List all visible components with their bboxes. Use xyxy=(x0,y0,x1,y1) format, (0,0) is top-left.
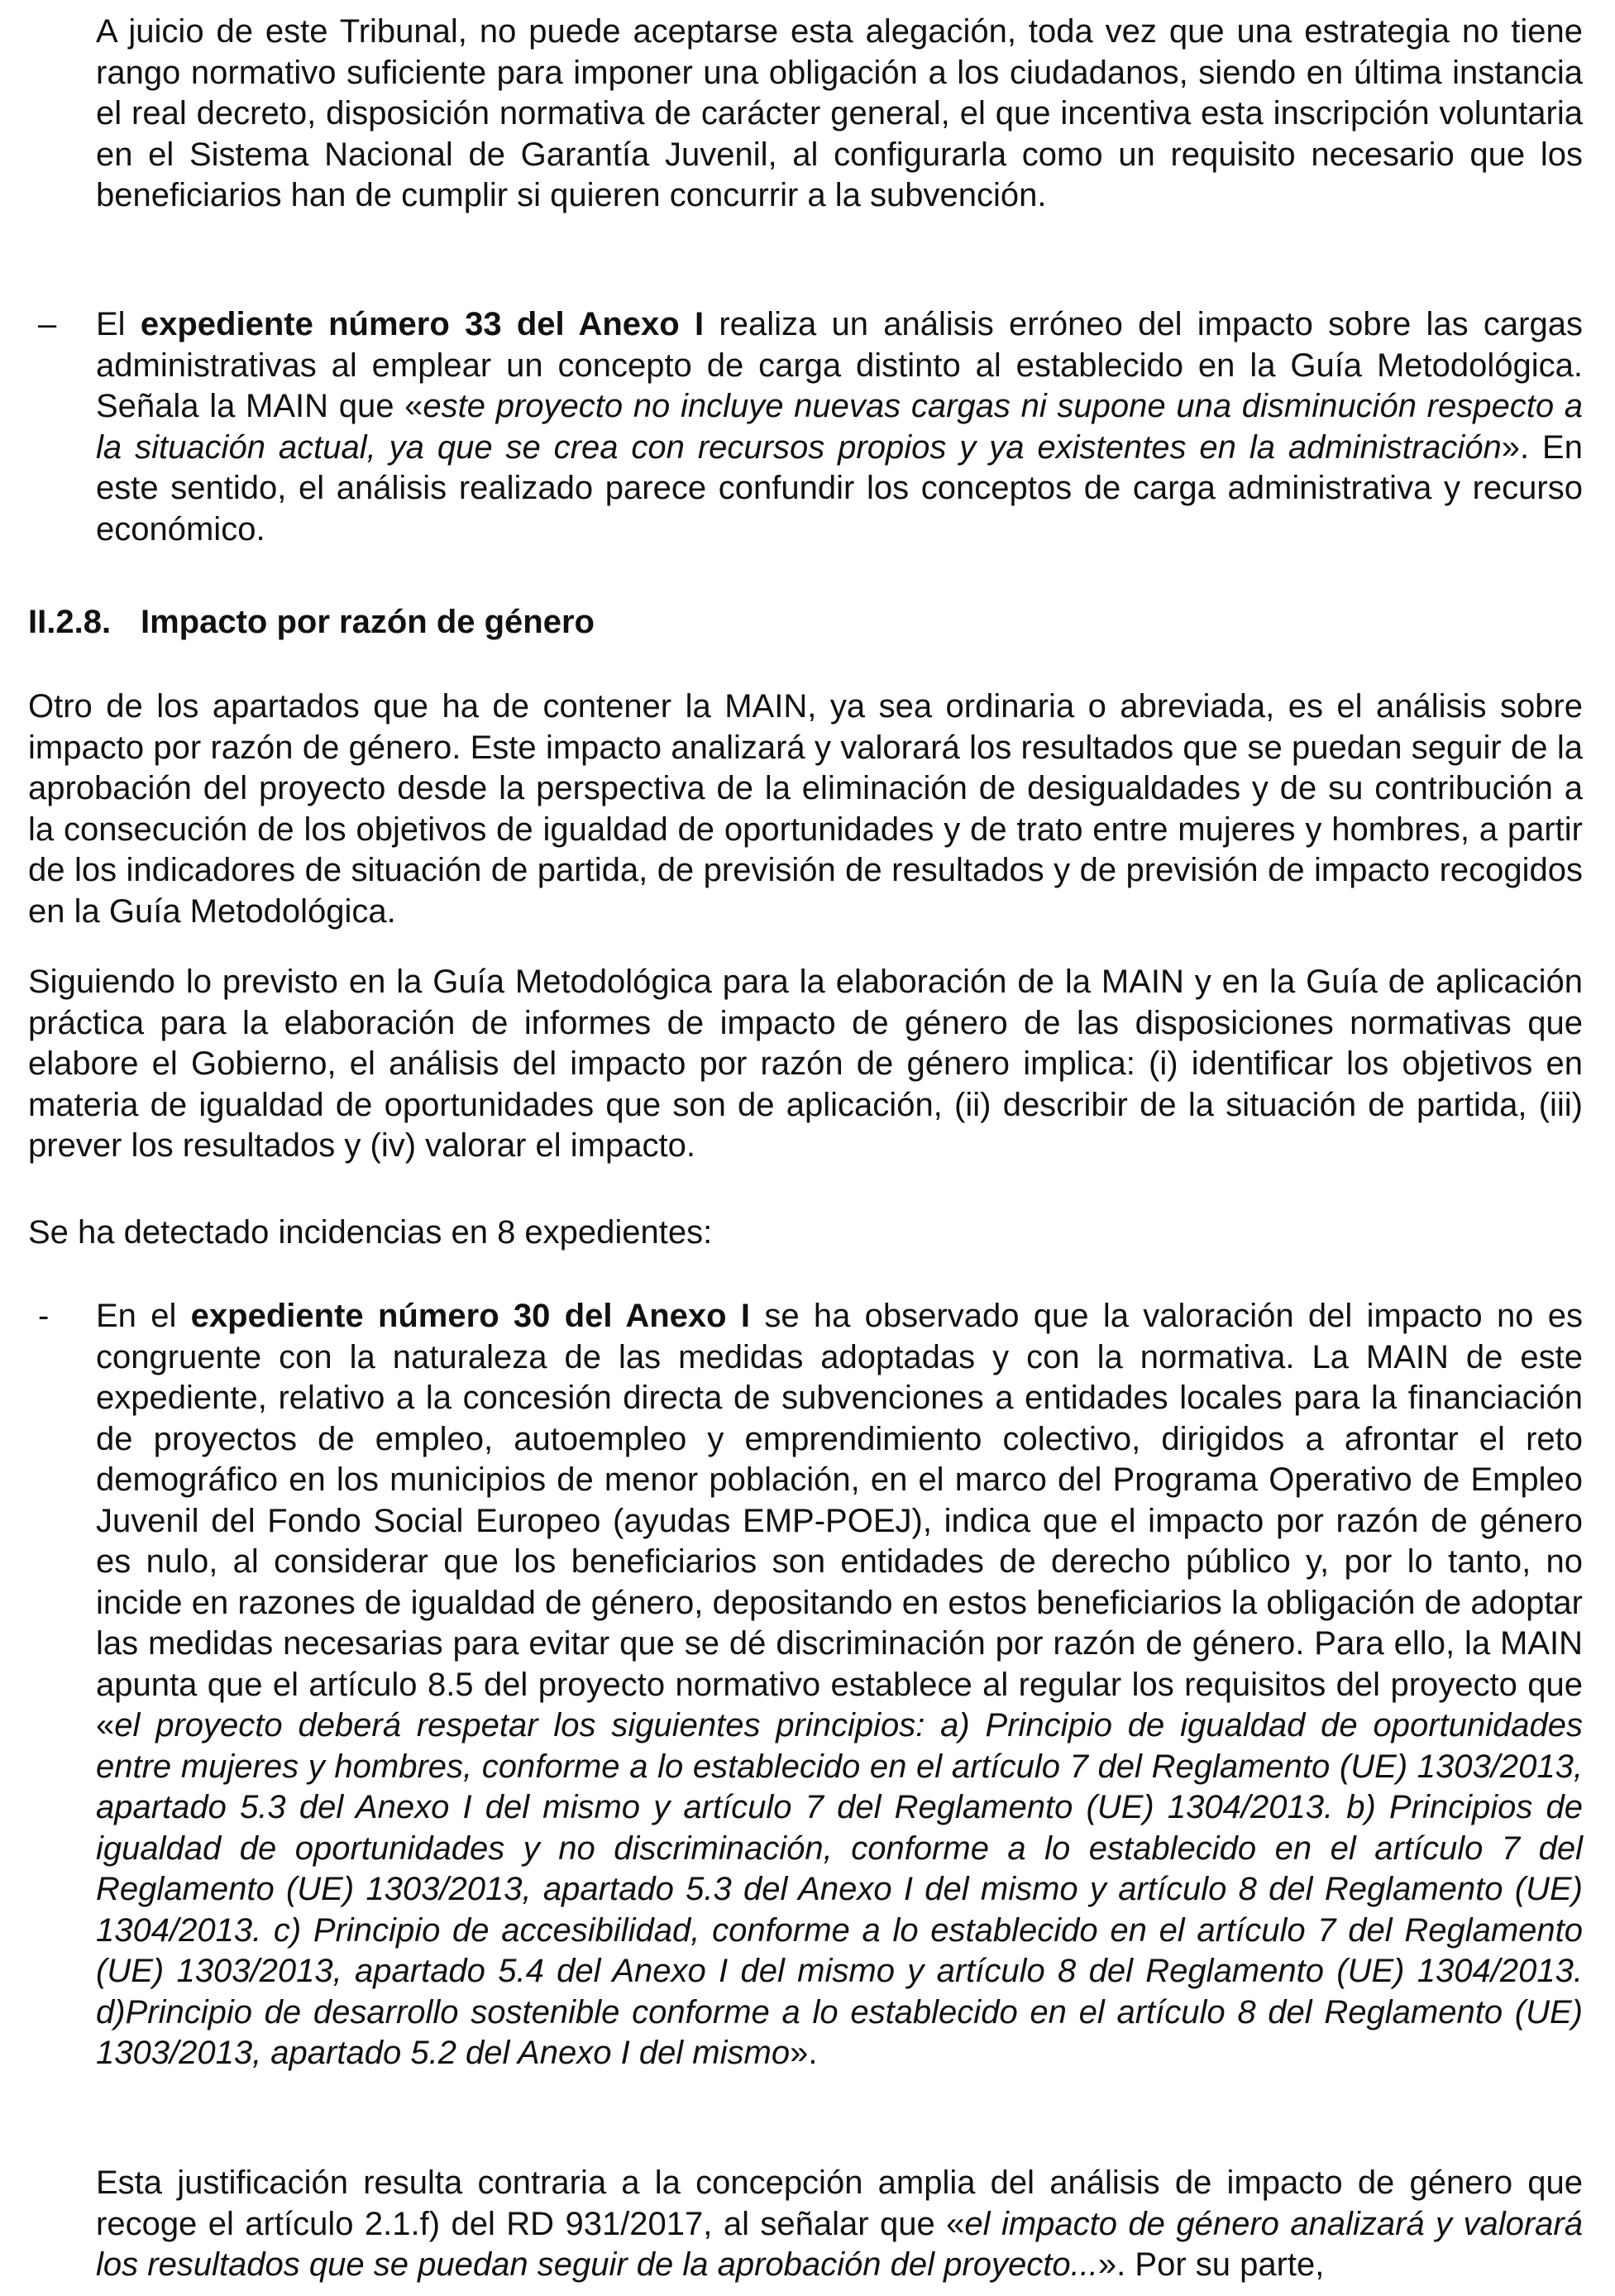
paragraph-text: Se ha detectado incidencias en 8 expedientes: xyxy=(28,1214,713,1251)
paragraph-text: A juicio de este Tribunal, no puede aceptarse esta alegación, toda vez que una estrategia no tiene rango normativo suficiente para imponer una obligación a los ciudadanos, siendo en última instancia el real decreto, disposición normativa de carácter general, el que incentiva esta inscripción voluntaria en el Sistema Nacional de Garantía Juvenil, al configurarla como un requisito necesario que los beneficiarios han de cumplir si quieren concurrir a la subvención. xyxy=(96,13,1583,213)
item-bold-reference: expediente número 33 del Anexo I xyxy=(140,306,705,342)
paragraph-text-lead: Esta justificación resulta contraria a la concepción amplia del análisis de impacto de género que recoge el artículo 2.1.f) del RD 931/2017, al señalar que « xyxy=(96,2164,1583,2242)
item-italic-quote: este proyecto no incluye nuevas cargas ni supone una disminución respecto a la situación actual, ya que se crea con recursos propios y ya existentes en la administración xyxy=(96,388,1584,466)
item-text-tail: ». xyxy=(790,2035,818,2071)
paragraph-text: Otro de los apartados que ha de contener la MAIN, ya sea ordinaria o abreviada, es el análisis sobre impacto por razón de género. Este impacto analizará y valorará los resultados que se puedan seguir de la aprobación del proyecto desde la perspectiva de la eliminación de desigualdades y de su contribución a la consecución de los objetivos de igualdad de oportunidades y de trato entre mujeres y hombres, a partir de los indicadores de situación de partida, de previsión de resultados y de previsión de impacto recogidos en la Guía Metodológica. xyxy=(28,688,1583,930)
item-italic-quote: el proyecto deberá respetar los siguientes principios: a) Principio de igualdad de oportunidades entre mujeres y hombres, conforme a lo establecido en el artículo 7 del Reglamento (UE) 1303/2013, apartado 5.3 del Anexo I del mismo y artículo 7 del Reglamento (UE) 1304/2013. b) Principios de igualdad de oportunidades y no discriminación, conforme a lo establecido en el artículo 7 del Reglamento (UE) 1303/2013, apartado 5.3 del Anexo I del mismo y artículo 8 del Reglamento (UE) 1304/2013. c) Principio de accesibilidad, conforme a lo establecido en el artículo 7 del Reglamento (UE) 1303/2013, apartado 5.4 del Anexo I del mismo y artículo 8 del Reglamento (UE) 1304/2013. d)Principio de desarrollo sostenible conforme a lo establecido en el artículo 8 del Reglamento (UE) 1303/2013, apartado 5.2 del Anexo I del mismo xyxy=(96,1707,1583,2071)
list-marker-dash: – xyxy=(38,306,57,342)
list-marker-hyphen: - xyxy=(38,1298,50,1334)
paragraph-text: Siguiendo lo previsto en la Guía Metodológica para la elaboración de la MAIN y en la Guía de aplicación práctica para la elaboración de informes de impacto de género de las disposiciones normativas que elabore el Gobierno, el análisis del impacto por razón de género implica: (i) identificar los objetivos en materia de igualdad de oportunidades que son de aplicación, (ii) describir de la situación de partida, (iii) prever los resultados y (iv) valorar el impacto. xyxy=(28,964,1583,1164)
item-text-lead: En el xyxy=(96,1298,191,1334)
item-text-body: se ha observado que la valoración del impacto no es congruente con la naturaleza de las medidas adoptadas y con la normativa. La MAIN de este expediente, relativo a la concesión directa de subvenciones a entidades locales para la financiación de proyectos de empleo, autoempleo y emprendimiento colectivo, dirigidos a afrontar el reto demográfico en los municipios de menor población, en el marco del Programa Operativo de Empleo Juvenil del Fondo Social Europeo (ayudas EMP-POEJ), indica que el impacto por razón de género es nulo, al considerar que los beneficiarios son entidades de derecho público y, por lo tanto, no incide en razones de igualdad de género, depositando en estos beneficiarios la obligación de adoptar las medidas necesarias para evitar que se dé discriminación por razón de género. Para ello, la MAIN apunta que el artículo 8.5 del proyecto normativo establece al regular los requisitos del proyecto que « xyxy=(96,1298,1583,1744)
paragraph-incidences-count xyxy=(28,1213,1583,1254)
section-number: II.2.8. xyxy=(28,604,112,640)
paragraph-text-tail: ». Por su parte, xyxy=(1097,2246,1325,2283)
paragraph-methodology-steps xyxy=(28,962,1583,1167)
paragraph-italic-quote: el impacto de género analizará y valorará los resultados que se puedan seguir de la aprobación del proyecto... xyxy=(96,2205,1583,2283)
item-text-lead: El xyxy=(96,306,141,342)
paragraph-justification-critique xyxy=(96,2163,1583,2286)
item-text-tail: ». En este sentido, el análisis realizado parece confundir los conceptos de carga administrativa y recurso económico. xyxy=(96,428,1583,548)
paragraph-tribunal-judgement xyxy=(96,12,1583,217)
list-item-expediente-30 xyxy=(96,1296,1583,2074)
section-title: Impacto por razón de género xyxy=(141,604,595,640)
paragraph-gender-impact-definition xyxy=(28,686,1583,932)
item-bold-reference: expediente número 30 del Anexo I xyxy=(190,1298,751,1334)
section-heading xyxy=(28,602,1583,643)
item-text-body: realiza un análisis erróneo del impacto sobre las cargas administrativas al emplear un concepto de carga distinto al establecido en la Guía Metodológica. Señala la MAIN que « xyxy=(96,306,1583,424)
list-item-expediente-33 xyxy=(96,304,1583,550)
